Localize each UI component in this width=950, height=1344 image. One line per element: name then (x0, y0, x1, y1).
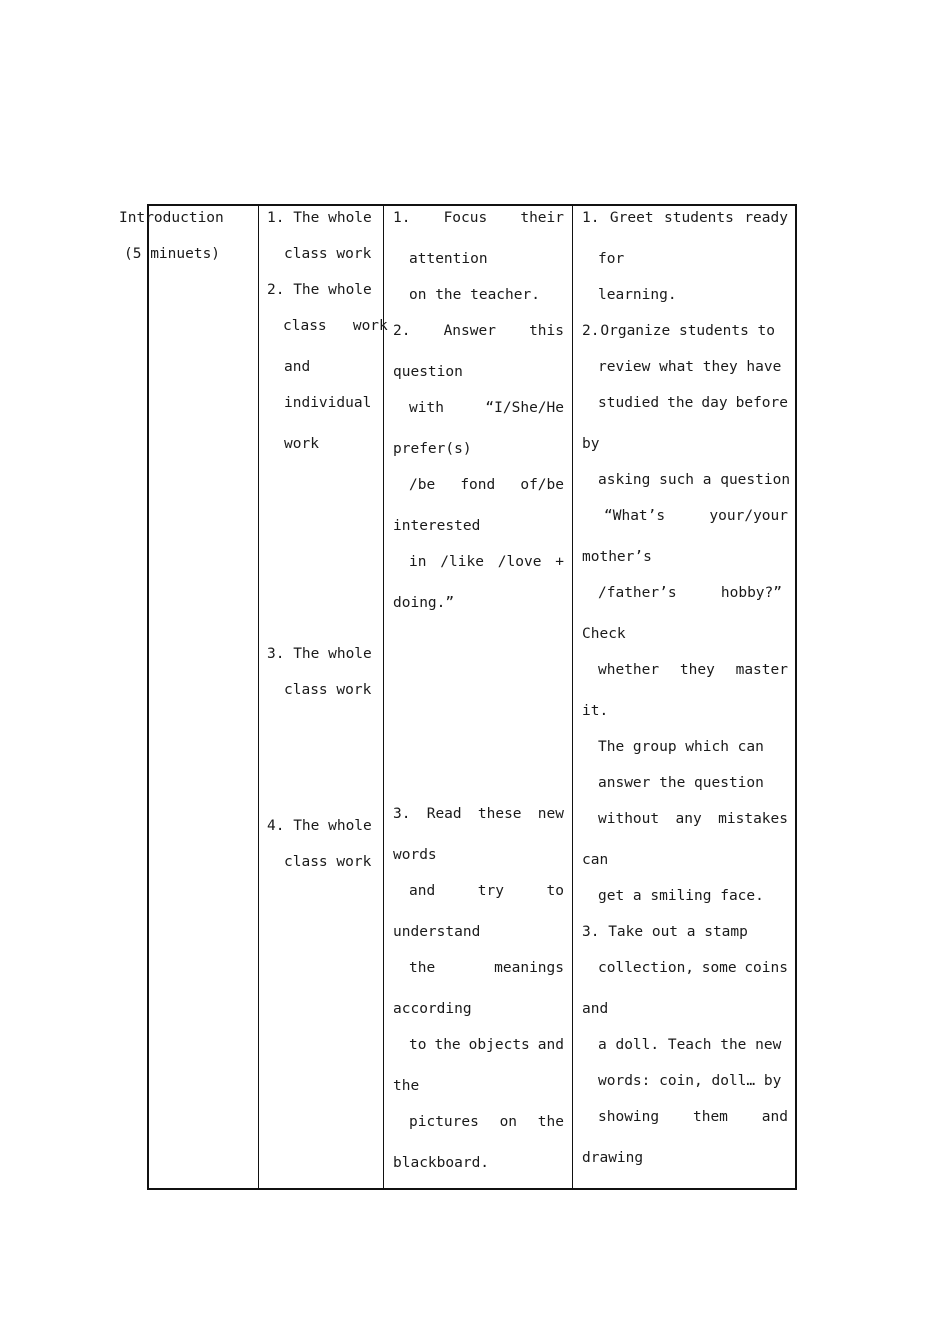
teacher-activity-line: studied the day before (598, 395, 788, 411)
pattern-item: 3. The whole (267, 646, 372, 662)
teacher-activity-line: without any mistakes (598, 811, 788, 827)
teacher-activity-line: by (582, 436, 600, 452)
teacher-activity-line: a doll. Teach the new (598, 1037, 782, 1053)
student-activity-line: 1. Focus their (393, 210, 564, 226)
pattern-item: work (284, 436, 319, 452)
teacher-activity-line: showing them and (598, 1109, 788, 1125)
student-activity-line: prefer(s) (393, 441, 472, 457)
student-activity-line: words (393, 847, 437, 863)
teacher-activity-line: answer the question (598, 775, 764, 791)
student-activity-line: 2. Answer this (393, 323, 564, 339)
teacher-activity-line: get a smiling face. (598, 888, 764, 904)
column-divider (383, 204, 384, 1190)
student-activity-line: question (393, 364, 463, 380)
student-activity-line: the (393, 1078, 420, 1094)
teacher-activity-line: The group which can (598, 739, 764, 755)
teacher-activity-line: /father’s hobby?” (598, 585, 782, 601)
teacher-activity-line: and (582, 1001, 609, 1017)
pattern-item: and (284, 359, 311, 375)
teacher-activity-line: drawing (582, 1150, 644, 1166)
column-divider (258, 204, 259, 1190)
student-activity-line: according (393, 1001, 472, 1017)
column-divider (572, 204, 573, 1190)
stage-label: Introduction (119, 210, 224, 226)
student-activity-line: in /like /love + (409, 554, 564, 570)
teacher-activity-line: learning. (598, 287, 677, 303)
student-activity-line: and try to (409, 883, 564, 899)
student-activity-line: to the objects and (409, 1037, 564, 1053)
student-activity-line: understand (393, 924, 481, 940)
pattern-item: individual (284, 395, 372, 411)
pattern-item: class work (284, 854, 372, 870)
student-activity-line: pictures on the (409, 1114, 564, 1130)
teacher-activity-line: mother’s (582, 549, 652, 565)
student-activity-line: attention (409, 251, 488, 267)
student-activity-line: doing.” (393, 595, 455, 611)
teacher-activity-line: 2. Organize students to (582, 323, 775, 339)
student-activity-line: interested (393, 518, 481, 534)
teacher-activity-line: can (582, 852, 609, 868)
student-activity-line: the meanings (409, 960, 564, 976)
student-activity-line: /be fond of/be (409, 477, 564, 493)
student-activity-line: on the teacher. (409, 287, 540, 303)
teacher-activity-line: words: coin, doll… by (598, 1073, 782, 1089)
teacher-activity-line: 3. Take out a stamp (582, 924, 748, 940)
teacher-activity-line: “What’s your/your (604, 508, 788, 524)
student-activity-line: 3. Read these new (393, 806, 564, 822)
teacher-activity-line: asking such a question (598, 472, 791, 488)
teacher-activity-line: review what they have (598, 359, 782, 375)
teacher-activity-line: Check (582, 626, 626, 642)
teacher-activity-line: it. (582, 703, 609, 719)
pattern-item: class work (284, 682, 372, 698)
student-activity-line: with “I/She/He (409, 400, 564, 416)
pattern-item: class work (283, 318, 388, 334)
pattern-item: 1. The whole (267, 210, 372, 226)
pattern-item: 2. The whole (267, 282, 372, 298)
teacher-activity-line: 1. Greet students ready (582, 210, 788, 226)
teacher-activity-line: whether they master (598, 662, 788, 678)
teacher-activity-line: for (598, 251, 625, 267)
student-activity-line: blackboard. (393, 1155, 490, 1171)
pattern-item: class work (284, 246, 372, 262)
pattern-item: 4. The whole (267, 818, 372, 834)
teacher-activity-line: collection, some coins (598, 960, 788, 976)
stage-duration: (5 minuets) (124, 246, 221, 262)
